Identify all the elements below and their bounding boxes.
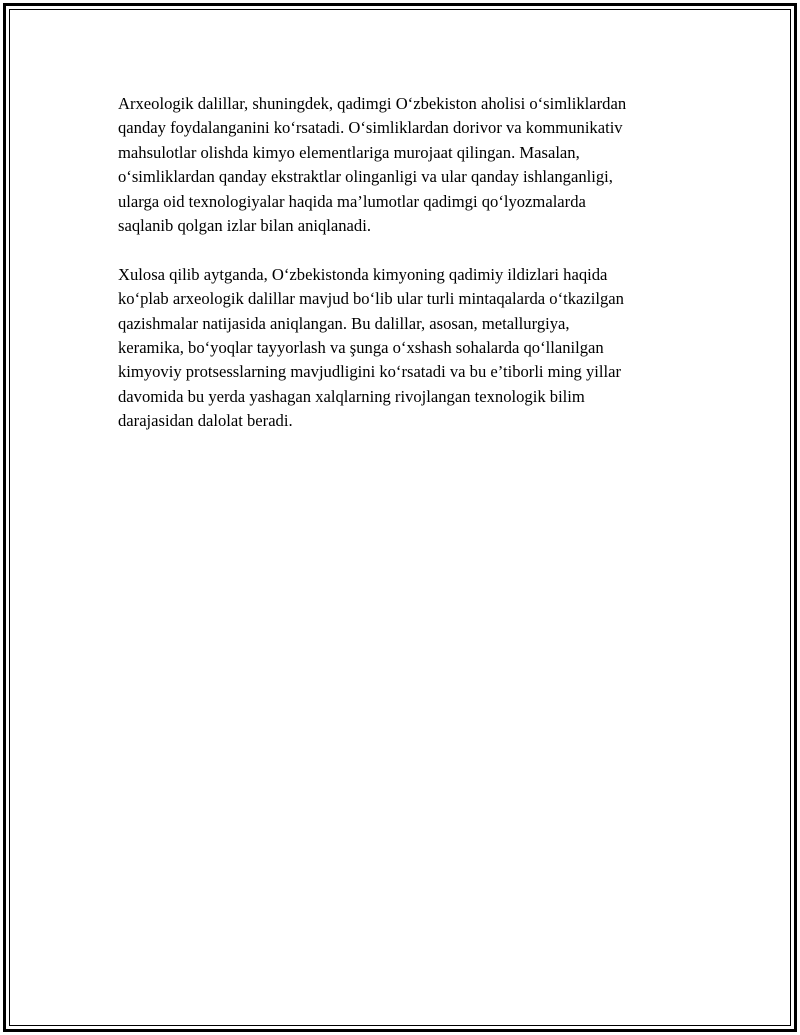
paragraph-archaeological-evidence: Arxeologik dalillar, shuningdek, qadimgi O‘zbekiston aholisi o‘simliklardan qanday foydalanganini ko‘rsatadi. O‘simliklardan dorivor va kommunikativ mahsulotlar olishda kimyo elementlariga murojaat qilingan. Masalan, o‘simliklardan qanday ekstraktlar olinganligi va ular qanday ishlanganligi, ularga oid texnologiyalar haqida ma’lumotlar qadimgi qo‘lyozmalarda saqlanib qolgan izlar bilan aniqlanadi. [118, 94, 627, 236]
document-body [118, 92, 698, 458]
paragraph-conclusion: Xulosa qilib aytganda, O‘zbekistonda kimyoning qadimiy ildizlari haqida ko‘plab arxeologik dalillar mavjud bo‘lib ular turli mintaqalarda o‘tkazilgan qazishmalar natijasida aniqlangan. Bu dalillar, asosan, metallurgiya, keramika, bo‘yoqlar tayyorlash va şunga o‘xshash sohalarda qo‘llanilgan kimyoviy protsesslarning mavjudligini ko‘rsatadi va bu e’tiborli ming yillar davomida bu yerda yashagan xalqlarning rivojlangan texnologik bilim darajasidan dalolat beradi. [118, 264, 624, 431]
